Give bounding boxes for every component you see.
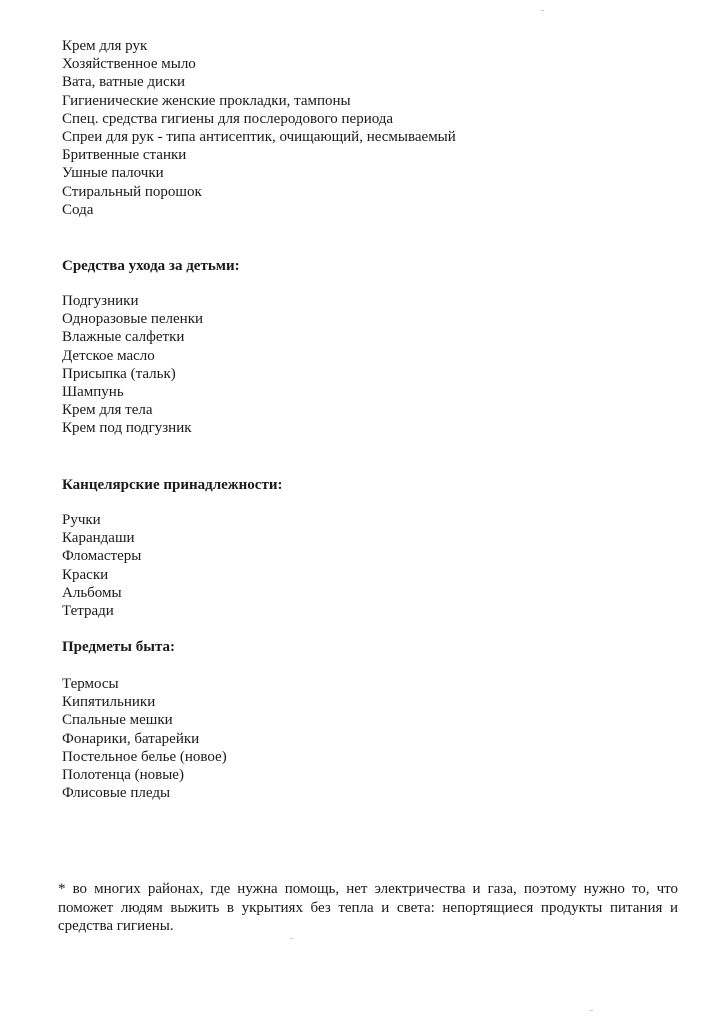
scan-speck — [290, 938, 293, 939]
list-item: Тетради — [62, 603, 114, 620]
office-list — [62, 511, 141, 620]
office-section-heading: Канцелярские принадлежности: — [62, 477, 283, 493]
scan-speck — [541, 10, 544, 11]
kids-list — [62, 292, 203, 438]
list-item: Вата, ватные диски — [62, 74, 186, 91]
list-item: Фонарики, батарейки — [62, 730, 200, 747]
list-item: Спреи для рук - типа антисептик, очищающий, несмываемый — [62, 129, 456, 146]
home-section-heading: Предметы быта: — [62, 639, 176, 655]
list-item: Фломастеры — [62, 548, 142, 565]
list-item: Краски — [62, 566, 109, 583]
list-item: Крем для тела — [62, 402, 153, 419]
list-item: Влажные салфетки — [62, 329, 185, 346]
list-item: Шампунь — [62, 384, 124, 401]
list-item: Хозяйственное мыло — [62, 56, 196, 73]
list-item: Флисовые пледы — [62, 785, 171, 802]
list-item: Бритвенные станки — [62, 147, 187, 164]
home-list — [62, 675, 227, 802]
list-item: Ручки — [62, 512, 101, 528]
hygiene-list — [62, 37, 456, 219]
list-item: Постельное белье (новое) — [62, 748, 227, 765]
list-item: Карандаши — [62, 530, 135, 547]
footnote: * во многих районах, где нужна помощь, нет электричества и газа, поэтому нужно то, что поможет людям выжить в укрытиях без тепла и света: непортящиеся продукты питания и средства гигиены. — [58, 881, 678, 934]
list-item: Термосы — [62, 676, 119, 692]
list-item: Полотенца (новые) — [62, 767, 184, 784]
list-item: Альбомы — [62, 584, 122, 601]
list-item: Ушные палочки — [62, 165, 164, 182]
list-item: Стиральный порошок — [62, 183, 202, 200]
list-item: Крем для рук — [62, 38, 148, 54]
list-item: Спальные мешки — [62, 712, 173, 729]
kids-section-heading: Средства ухода за детьми: — [62, 258, 240, 274]
list-item: Подгузники — [62, 293, 139, 309]
list-item: Крем под подгузник — [62, 420, 192, 437]
list-item: Одноразовые пеленки — [62, 311, 204, 328]
list-item: Присыпка (тальк) — [62, 365, 176, 382]
list-item: Спец. средства гигиены для послеродового периода — [62, 110, 394, 127]
list-item: Детское масло — [62, 347, 155, 364]
list-item: Кипятильники — [62, 694, 156, 711]
list-item: Гигиенические женские прокладки, тампоны — [62, 92, 351, 109]
scan-speck — [590, 1010, 593, 1011]
list-item: Сода — [62, 201, 94, 218]
